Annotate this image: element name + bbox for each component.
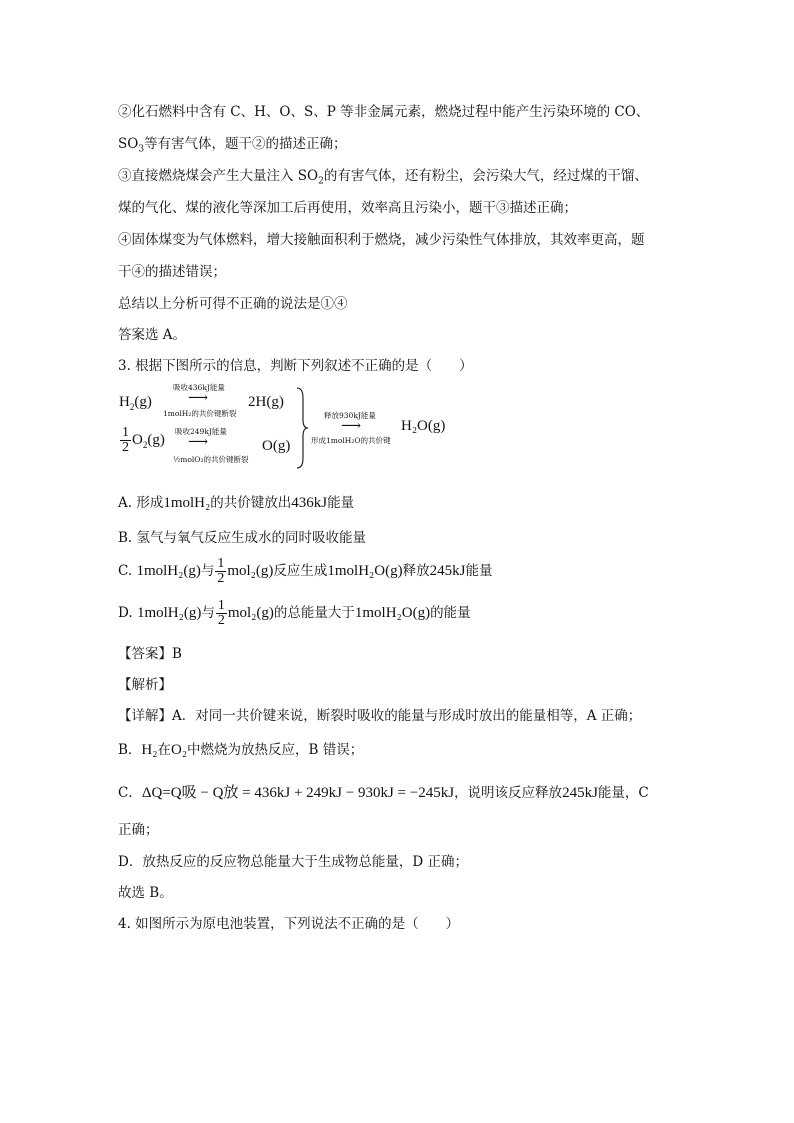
conclusion: 故选 B。: [118, 885, 173, 901]
detail-c-line2: 正确；: [118, 822, 159, 838]
o2-reactant: $\frac{1}{2}$ $O_2(g)$: [122, 425, 165, 455]
answer-label: 【答案】B: [118, 646, 182, 662]
formation-arrow: ⟶: [341, 418, 362, 434]
h2-reactant: $H_2(g)$: [119, 394, 152, 412]
analysis-line-3b: 煤的气化、煤的液化等深加工后再使用，效率高且污染小，题干③描述正确；: [118, 200, 577, 216]
option-d: D. 1molH₂(g)与 $\frac{1}{2}$ mol₂(g)的总能量大于1molH₂O(g)的能量: [118, 598, 471, 628]
formation-label: 形成1molH₂O的共价键: [311, 436, 391, 445]
analysis-summary: 总结以上分析可得不正确的说法是①④: [118, 296, 348, 312]
half-fraction: $\frac{1}{2}$: [122, 425, 129, 455]
detail-c: C．ΔQ=Q吸 − Q放 = 436kJ + 249kJ − 930kJ = −245kJ，说明该反应释放245kJ能量，C: [118, 785, 649, 801]
option-a: A. 形成1molH₂的共价键放出436kJ能量: [118, 495, 355, 511]
analysis-line-2b: $SO_3$等有害气体，题干②的描述正确；: [118, 136, 347, 155]
h2-absorb-label: 吸收436kJ能量: [173, 383, 225, 392]
h-atoms: 2H(g): [248, 394, 284, 410]
detail-a: 【详解】A．对同一共价键来说，断裂时吸收的能量与形成时放出的能量相等，A 正确；: [118, 708, 642, 724]
energy-diagram: [115, 382, 475, 472]
release-label: 释放930kJ能量: [324, 411, 376, 420]
analysis-label: 【解析】: [118, 677, 172, 693]
analysis-line-4: ④固体煤变为气体燃料，增大接触面积利于燃烧，减少污染性气体排放，其效率更高，题: [118, 232, 645, 248]
analysis-line-3: ③直接燃烧煤会产生大量注入 $SO_2$的有害气体，还有粉尘，会污染大气，经过煤的干馏、: [118, 168, 648, 187]
question-3-stem: 3. 根据下图所示的信息，判断下列叙述不正确的是（ ）: [118, 358, 473, 374]
question-4-stem: 4. 如图所示为原电池装置，下列说法不正确的是（ ）: [118, 916, 460, 932]
option-b: B. 氢气与氧气反应生成水的同时吸收能量: [118, 530, 367, 546]
h2-break-label: 1molH₂的共价键断裂: [163, 409, 237, 418]
o-atoms: O(g): [262, 438, 291, 454]
option-c: C. 1molH₂(g)与 $\frac{1}{2}$ mol₂(g)反应生成1molH₂O(g)释放245kJ能量: [118, 556, 493, 586]
option-c-fraction: $\frac{1}{2}$: [217, 556, 225, 586]
option-d-fraction: $\frac{1}{2}$: [217, 598, 225, 628]
so3-formula: $SO_3$: [118, 136, 145, 155]
previous-answer: 答案选 A。: [118, 327, 187, 343]
water-product: H₂O(g): [401, 418, 446, 434]
o2-arrow: ⟶: [188, 434, 209, 450]
h2-arrow: ⟶: [188, 390, 209, 406]
o2-absorb-label: 吸收249kJ能量: [175, 427, 227, 436]
analysis-line-2: ②化石燃料中含有 C、H、O、S、P 等非金属元素，燃烧过程中能产生污染环境的 CO、: [118, 104, 650, 120]
detail-b: B．H₂在O₂中燃烧为放热反应，B 错误；: [118, 742, 364, 758]
analysis-line-4b: 干④的描述错误；: [118, 264, 226, 280]
right-brace-icon: [295, 386, 309, 470]
detail-d: D．放热反应的反应物总能量大于生成物总能量，D 正确；: [118, 854, 468, 870]
o2-break-label: ½molO₂的共价键断裂: [173, 455, 249, 464]
